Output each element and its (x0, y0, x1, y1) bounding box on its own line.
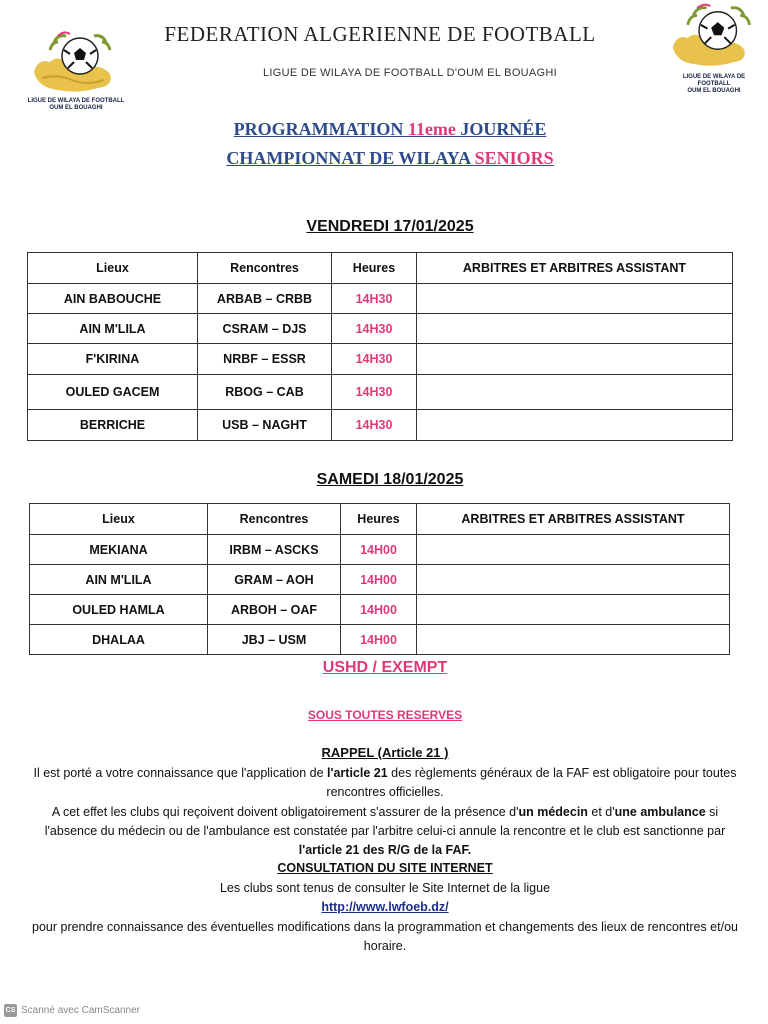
league-logo-right (668, 2, 760, 95)
day-heading-samedi: SAMEDI 18/01/2025 (316, 471, 464, 488)
cell-heure: 14H00 (341, 625, 417, 655)
ligue-subtitle: LIGUE DE WILAYA DE FOOTBALL D'OUM EL BOUAGHI (262, 67, 558, 79)
cell-rencontre: JBJ – USM (208, 625, 341, 655)
camscanner-text: Scanné avec CamScanner (21, 1005, 140, 1016)
cell-heure: 14H00 (341, 535, 417, 565)
rappel-p2-a: A cet effet les clubs qui reçoivent doivent obligatoirement s'assurer de la présence d' (51, 805, 519, 819)
cell-rencontre: NRBF – ESSR (198, 344, 332, 375)
consultation-text-2: pour prendre connaissance des éventuelles modifications dans la programmation et changements des lieux de rencontres et/ou horaire. (32, 920, 738, 953)
cell-rencontre: ARBOH – OAF (208, 595, 341, 625)
camscanner-icon: CS (4, 1004, 17, 1017)
website-link[interactable]: http://www.lwfoeb.dz/ (321, 900, 449, 914)
cell-rencontre: IRBM – ASCKS (208, 535, 341, 565)
schedule-table-vendredi (27, 252, 733, 441)
table-row (28, 410, 733, 441)
reserves-notice: SOUS TOUTES RESERVES (307, 708, 463, 722)
schedule-table-samedi (29, 503, 730, 655)
col-header-rencontres: Rencontres (198, 253, 332, 284)
rappel-title: RAPPEL (Article 21 ) (321, 745, 449, 760)
table-row (30, 625, 730, 655)
cell-lieu: BERRICHE (28, 410, 198, 441)
championnat-title-a: CHAMPIONNAT DE WILAYA (226, 148, 475, 168)
cell-lieu: MEKIANA (30, 535, 208, 565)
rappel-paragraph-1 (30, 764, 740, 802)
table-row (28, 344, 733, 375)
programmation-title-a: PROGRAMMATION (233, 119, 408, 139)
cell-lieu: DHALAA (30, 625, 208, 655)
table-row (30, 595, 730, 625)
table-header-row (28, 253, 733, 284)
cell-arbitres (417, 595, 730, 625)
cell-rencontre: ARBAB – CRBB (198, 284, 332, 314)
federation-title: FEDERATION ALGERIENNE DE FOOTBALL (164, 22, 596, 46)
col-header-lieux: Lieux (28, 253, 198, 284)
cell-arbitres (417, 284, 733, 314)
logo-left-caption-2: OUM EL BOUAGHI (49, 105, 103, 111)
cell-heure: 14H30 (332, 375, 417, 410)
rappel-p2-d: une ambulance (614, 805, 706, 819)
cell-lieu: AIN BABOUCHE (28, 284, 198, 314)
cell-heure: 14H30 (332, 284, 417, 314)
cell-heure: 14H00 (341, 565, 417, 595)
football-logo-icon (28, 28, 124, 98)
table-row (28, 284, 733, 314)
rappel-paragraph-2 (30, 803, 740, 860)
programmation-title (150, 119, 630, 140)
cell-lieu: OULED HAMLA (30, 595, 208, 625)
cell-heure: 14H00 (341, 595, 417, 625)
cell-arbitres (417, 625, 730, 655)
table-row (30, 535, 730, 565)
logo-left-caption-1: LIGUE DE WILAYA DE FOOTBALL (27, 98, 125, 104)
exempt-notice: USHD / EXEMPT (322, 659, 448, 676)
championnat-title (150, 148, 630, 169)
col-header-arbitres: ARBITRES ET ARBITRES ASSISTANT (417, 253, 733, 284)
logo-right-caption-1: LIGUE DE WILAYA DE FOOTBALL (682, 74, 746, 87)
camscanner-watermark (4, 1004, 140, 1017)
cell-arbitres (417, 344, 733, 375)
cell-rencontre: CSRAM – DJS (198, 314, 332, 344)
table-row (30, 565, 730, 595)
table-row (28, 375, 733, 410)
rappel-p2-f: l'article 21 des R/G de la FAF. (298, 843, 472, 857)
col-header-heures: Heures (341, 504, 417, 535)
rappel-p1-a: Il est porté a votre connaissance que l'application de (33, 766, 328, 780)
league-logo-left (20, 28, 132, 112)
col-header-arbitres: ARBITRES ET ARBITRES ASSISTANT (417, 504, 730, 535)
cell-heure: 14H30 (332, 410, 417, 441)
col-header-heures: Heures (332, 253, 417, 284)
programmation-title-c: JOURNÉE (455, 119, 547, 139)
logo-right-caption-2: OUM EL BOUAGHI (687, 88, 741, 94)
col-header-lieux: Lieux (30, 504, 208, 535)
cell-heure: 14H30 (332, 344, 417, 375)
cell-arbitres (417, 314, 733, 344)
cell-lieu: OULED GACEM (28, 375, 198, 410)
cell-arbitres (417, 410, 733, 441)
category-seniors: SENIORS (474, 148, 554, 168)
rappel-p2-e: si l'absence du médecin ou de l'ambulance est constatée par l'arbitre celui-ci annule la rencontre et le club est sanctionne par (44, 805, 726, 838)
cell-arbitres (417, 535, 730, 565)
col-header-rencontres: Rencontres (208, 504, 341, 535)
cell-arbitres (417, 375, 733, 410)
consultation-title: CONSULTATION DU SITE INTERNET (277, 861, 493, 875)
table-header-row (30, 504, 730, 535)
cell-lieu: AIN M'LILA (28, 314, 198, 344)
rappel-p2-b: un médecin (518, 805, 588, 819)
table-row (28, 314, 733, 344)
cell-heure: 14H30 (332, 314, 417, 344)
cell-rencontre: GRAM – AOH (208, 565, 341, 595)
cell-rencontre: USB – NAGHT (198, 410, 332, 441)
rappel-p1-b: l'article 21 (327, 766, 388, 780)
journee-number: 11eme (407, 119, 456, 139)
cell-arbitres (417, 565, 730, 595)
cell-rencontre: RBOG – CAB (198, 375, 332, 410)
rappel-p2-c: et d' (587, 805, 615, 819)
cell-lieu: AIN M'LILA (30, 565, 208, 595)
day-heading-vendredi: VENDREDI 17/01/2025 (306, 218, 474, 235)
football-logo-icon (669, 2, 759, 74)
cell-lieu: F'KIRINA (28, 344, 198, 375)
rappel-p1-c: des règlements généraux de la FAF est obligatoire pour toutes rencontres officielles. (326, 766, 737, 799)
consultation-text: Les clubs sont tenus de consulter le Site Internet de la ligue (219, 881, 551, 895)
